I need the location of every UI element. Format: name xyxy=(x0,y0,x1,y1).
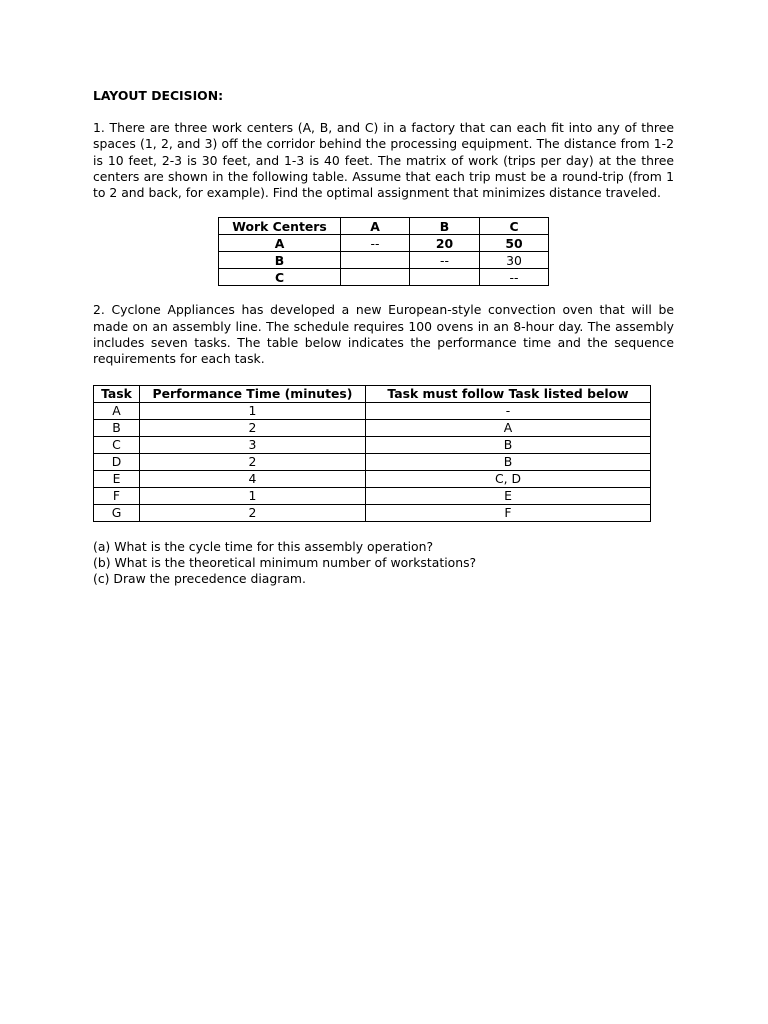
problem-2-text: 2. Cyclone Appliances has developed a new European-style convection oven that will be made on an assembly line. The schedule requires 100 ovens in an 8-hour day. The assembly includes seven tasks. The table below indicates the performance time and the sequence requirements for each task. xyxy=(93,302,674,367)
table-cell: E xyxy=(94,470,140,487)
table-row xyxy=(94,419,651,436)
table-cell: 50 xyxy=(480,235,549,252)
table-cell: -- xyxy=(410,252,480,269)
table-cell: A xyxy=(219,235,341,252)
table-cell: A xyxy=(94,402,140,419)
table-cell: -- xyxy=(480,269,549,286)
table-cell: - xyxy=(366,402,651,419)
table-cell xyxy=(341,252,410,269)
table-header-cell: Task must follow Task listed below xyxy=(366,385,651,402)
table-header-cell: A xyxy=(341,218,410,235)
table-header-cell: B xyxy=(410,218,480,235)
problem-1-text: 1. There are three work centers (A, B, and C) in a factory that can each fit into any of three spaces (1, 2, and 3) off the corridor behind the processing equipment. The distance from 1-2 is 10 feet, 2-3 is 30 feet, and 1-3 is 40 feet. The matrix of work (trips per day) at the three centers are shown in the following table. Assume that each trip must be a round-trip (from 1 to 2 and back, for example). Find the optimal assignment that minimizes distance traveled. xyxy=(93,120,674,201)
table-cell: C xyxy=(94,436,140,453)
question-c: (c) Draw the precedence diagram. xyxy=(93,571,306,587)
table-cell: 4 xyxy=(140,470,366,487)
table-cell: E xyxy=(366,487,651,504)
table-cell: B xyxy=(366,453,651,470)
table-row xyxy=(219,252,549,269)
table-cell: A xyxy=(366,419,651,436)
document-heading: LAYOUT DECISION: xyxy=(93,88,224,103)
table-header-cell: Work Centers xyxy=(219,218,341,235)
table-cell: C, D xyxy=(366,470,651,487)
document-page xyxy=(93,88,674,588)
table-cell: F xyxy=(94,487,140,504)
table-cell: 2 xyxy=(140,419,366,436)
table-cell xyxy=(410,269,480,286)
table-row xyxy=(94,453,651,470)
table-row xyxy=(94,436,651,453)
table-header-cell: Task xyxy=(94,385,140,402)
table-cell: B xyxy=(219,252,341,269)
table-row xyxy=(219,235,549,252)
table-header-row xyxy=(219,218,549,235)
table-row xyxy=(94,470,651,487)
table-cell: 2 xyxy=(140,504,366,521)
table-row xyxy=(219,269,549,286)
table-row xyxy=(94,487,651,504)
table-cell xyxy=(341,269,410,286)
table-header-cell: Performance Time (minutes) xyxy=(140,385,366,402)
table-row xyxy=(94,504,651,521)
table-header-cell: C xyxy=(480,218,549,235)
table-cell: 20 xyxy=(410,235,480,252)
table-row xyxy=(94,402,651,419)
table-cell: F xyxy=(366,504,651,521)
task-table xyxy=(93,385,651,522)
table-cell: 2 xyxy=(140,453,366,470)
question-a: (a) What is the cycle time for this assembly operation? xyxy=(93,538,434,554)
table-cell: B xyxy=(366,436,651,453)
question-b: (b) What is the theoretical minimum number of workstations? xyxy=(93,554,477,570)
table-cell: 1 xyxy=(140,487,366,504)
table-cell: C xyxy=(219,269,341,286)
questions-list xyxy=(93,539,674,588)
work-center-matrix-table xyxy=(218,217,549,286)
table-cell: 3 xyxy=(140,436,366,453)
table-cell: 30 xyxy=(480,252,549,269)
table-cell: D xyxy=(94,453,140,470)
table-cell: B xyxy=(94,419,140,436)
table-cell: 1 xyxy=(140,402,366,419)
table-header-row xyxy=(94,385,651,402)
table-cell: G xyxy=(94,504,140,521)
table-cell: -- xyxy=(341,235,410,252)
